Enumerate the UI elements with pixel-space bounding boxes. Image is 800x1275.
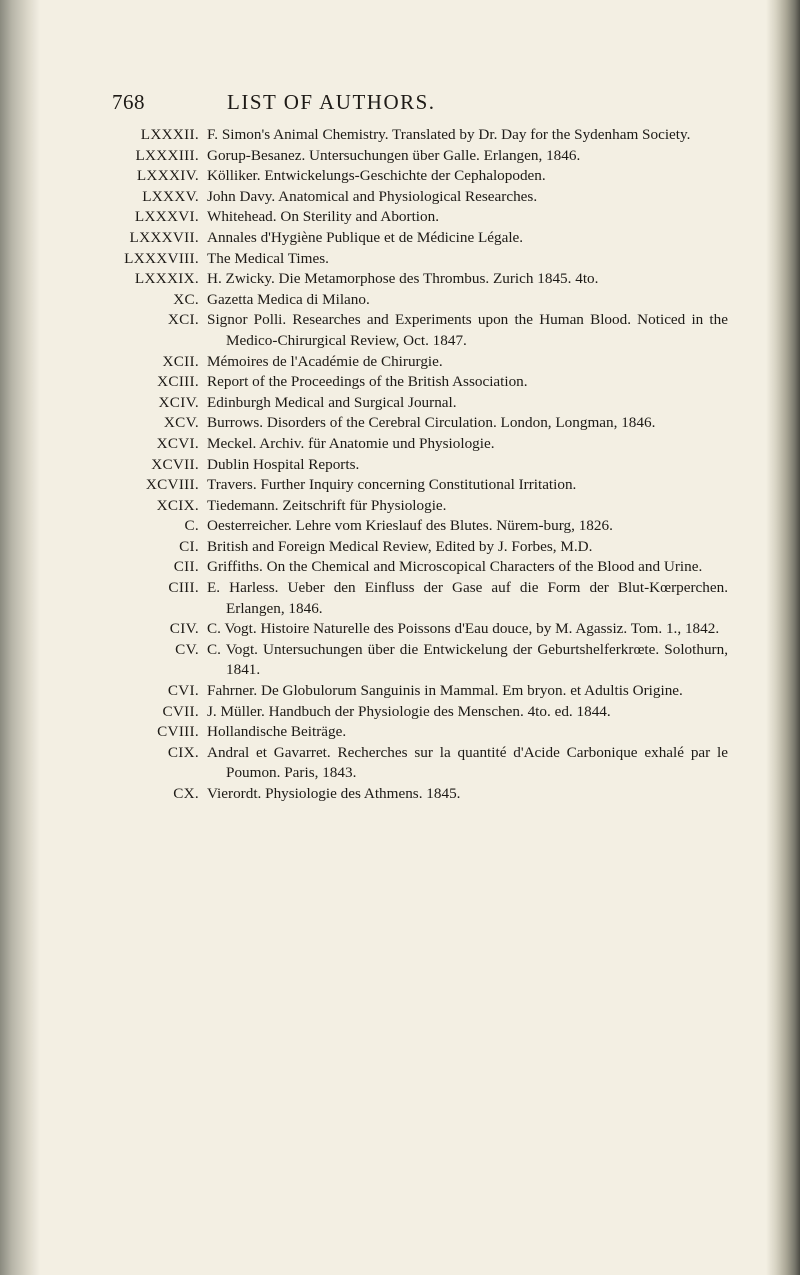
- entry-numeral: LXXXVI.: [134, 208, 199, 226]
- list-item: [0, 496, 800, 517]
- entry-numeral: LXXXIV.: [136, 167, 199, 185]
- entry-numeral: CII.: [173, 558, 199, 576]
- entry-text: Mémoires de l'Académie de Chirurgie.: [207, 352, 443, 370]
- list-item: [0, 722, 800, 743]
- entry-text: Edinburgh Medical and Surgical Journal.: [207, 393, 457, 411]
- entry-text: Burrows. Disorders of the Cerebral Circulation. London, Longman, 1846.: [207, 414, 656, 432]
- list-item: [0, 249, 800, 270]
- entry-text: Dublin Hospital Reports.: [207, 455, 360, 473]
- list-item: [0, 146, 800, 167]
- list-item: [0, 352, 800, 373]
- list-item: [0, 743, 800, 784]
- list-item: [0, 207, 800, 228]
- author-list: [0, 125, 800, 805]
- list-item: [0, 537, 800, 558]
- list-item: [0, 393, 800, 414]
- entry-numeral: CVI.: [167, 682, 199, 700]
- entry-text: Meckel. Archiv. für Anatomie und Physiologie.: [207, 434, 495, 452]
- list-item: [0, 187, 800, 208]
- list-item: [0, 475, 800, 496]
- entry-text: J. Müller. Handbuch der Physiologie des Menschen. 4to. ed. 1844.: [207, 702, 611, 720]
- list-item: [0, 516, 800, 537]
- entry-numeral: XCII.: [162, 352, 199, 370]
- entry-numeral: XCVIII.: [145, 476, 199, 494]
- entry-numeral: CVII.: [162, 702, 199, 720]
- entry-text: E. Harless. Ueber den Einfluss der Gase auf die Form der Blut-Kœrperchen. Erlangen, 1846.: [207, 579, 728, 617]
- entry-text: Whitehead. On Sterility and Abortion.: [207, 208, 439, 226]
- entry-numeral: XCVI.: [156, 434, 199, 452]
- entry-text: Travers. Further Inquiry concerning Constitutional Irritation.: [207, 476, 577, 494]
- entry-numeral: LXXXIX.: [134, 270, 199, 288]
- entry-text: John Davy. Anatomical and Physiological Researches.: [207, 187, 538, 205]
- list-item: [0, 166, 800, 187]
- entry-text: Signor Polli. Researches and Experiments upon the Human Blood. Noticed in the Medico-Chirurgical Review, Oct. 1847.: [207, 311, 728, 349]
- entry-numeral: C.: [184, 517, 199, 535]
- list-item: [0, 290, 800, 311]
- list-item: [0, 413, 800, 434]
- running-title: LIST OF AUTHORS.: [227, 90, 436, 114]
- entry-numeral: CI.: [179, 537, 199, 555]
- entry-numeral: CIII.: [168, 579, 199, 597]
- list-item: [0, 702, 800, 723]
- entry-numeral: XCIII.: [157, 373, 199, 391]
- entry-text: Fahrner. De Globulorum Sanguinis in Mammal. Em bryon. et Adultis Origine.: [207, 682, 683, 700]
- entry-numeral: LXXXIII.: [135, 146, 199, 164]
- entry-text: Annales d'Hygiène Publique et de Médicine Légale.: [207, 228, 524, 246]
- entry-text: Gazetta Medica di Milano.: [207, 290, 370, 308]
- list-item: [0, 681, 800, 702]
- entry-numeral: XCV.: [163, 414, 199, 432]
- entry-text: Andral et Gavarret. Recherches sur la quantité d'Acide Carbonique exhalé par le Poumon. Paris, 1843.: [207, 743, 728, 782]
- page-header: [112, 90, 752, 120]
- entry-text: Kölliker. Entwickelungs-Geschichte der Cephalopoden.: [207, 167, 546, 185]
- entry-numeral: XCI.: [167, 311, 199, 329]
- entry-text: The Medical Times.: [207, 249, 329, 267]
- entry-numeral: CV.: [175, 640, 199, 658]
- entry-text: C. Vogt. Histoire Naturelle des Poissons d'Eau douce, by M. Agassiz. Tom. 1., 1842.: [207, 620, 720, 638]
- entry-text: Griffiths. On the Chemical and Microscopical Characters of the Blood and Urine.: [207, 558, 703, 576]
- entry-numeral: LXXXV.: [142, 187, 199, 205]
- entry-numeral: XCIV.: [158, 393, 199, 411]
- entry-text: Hollandische Beiträge.: [207, 723, 347, 741]
- entry-text: H. Zwicky. Die Metamorphose des Thrombus. Zurich 1845. 4to.: [207, 270, 599, 288]
- entry-numeral: XCVII.: [151, 455, 199, 473]
- list-item: [0, 269, 800, 290]
- list-item: [0, 372, 800, 393]
- list-item: [0, 125, 800, 146]
- list-item: [0, 578, 800, 619]
- list-item: [0, 455, 800, 476]
- list-item: [0, 557, 800, 578]
- list-item: [0, 228, 800, 249]
- list-item: [0, 310, 800, 351]
- entry-text: F. Simon's Animal Chemistry. Translated by Dr. Day for the Sydenham Society.: [207, 126, 691, 143]
- entry-text: Vierordt. Physiologie des Athmens. 1845.: [207, 785, 461, 802]
- entry-numeral: LXXXVIII.: [124, 249, 199, 267]
- entry-text: Oesterreicher. Lehre vom Krieslauf des Blutes. Nürem-burg, 1826.: [207, 517, 613, 535]
- list-item: [0, 619, 800, 640]
- entry-text: Report of the Proceedings of the British Association.: [207, 373, 528, 391]
- entry-text: British and Foreign Medical Review, Edited by J. Forbes, M.D.: [207, 537, 593, 555]
- entry-text: Gorup-Besanez. Untersuchungen über Galle. Erlangen, 1846.: [207, 146, 581, 164]
- list-item: [0, 640, 800, 681]
- entry-numeral: LXXXVII.: [129, 228, 199, 246]
- entry-numeral: CIX.: [167, 743, 199, 761]
- list-item: [0, 784, 800, 805]
- entry-numeral: CIV.: [169, 620, 199, 638]
- page-number: 768: [112, 90, 145, 114]
- entry-numeral: LXXXII.: [140, 126, 199, 143]
- entry-numeral: CX.: [173, 785, 199, 802]
- entry-numeral: XC.: [173, 290, 199, 308]
- entry-numeral: CVIII.: [157, 723, 199, 741]
- list-item: [0, 434, 800, 455]
- entry-text: C. Vogt. Untersuchungen über die Entwickelung der Geburtshelferkrœte. Solothurn, 1841.: [207, 640, 728, 679]
- entry-text: Tiedemann. Zeitschrift für Physiologie.: [207, 496, 447, 514]
- entry-numeral: XCIX.: [156, 496, 199, 514]
